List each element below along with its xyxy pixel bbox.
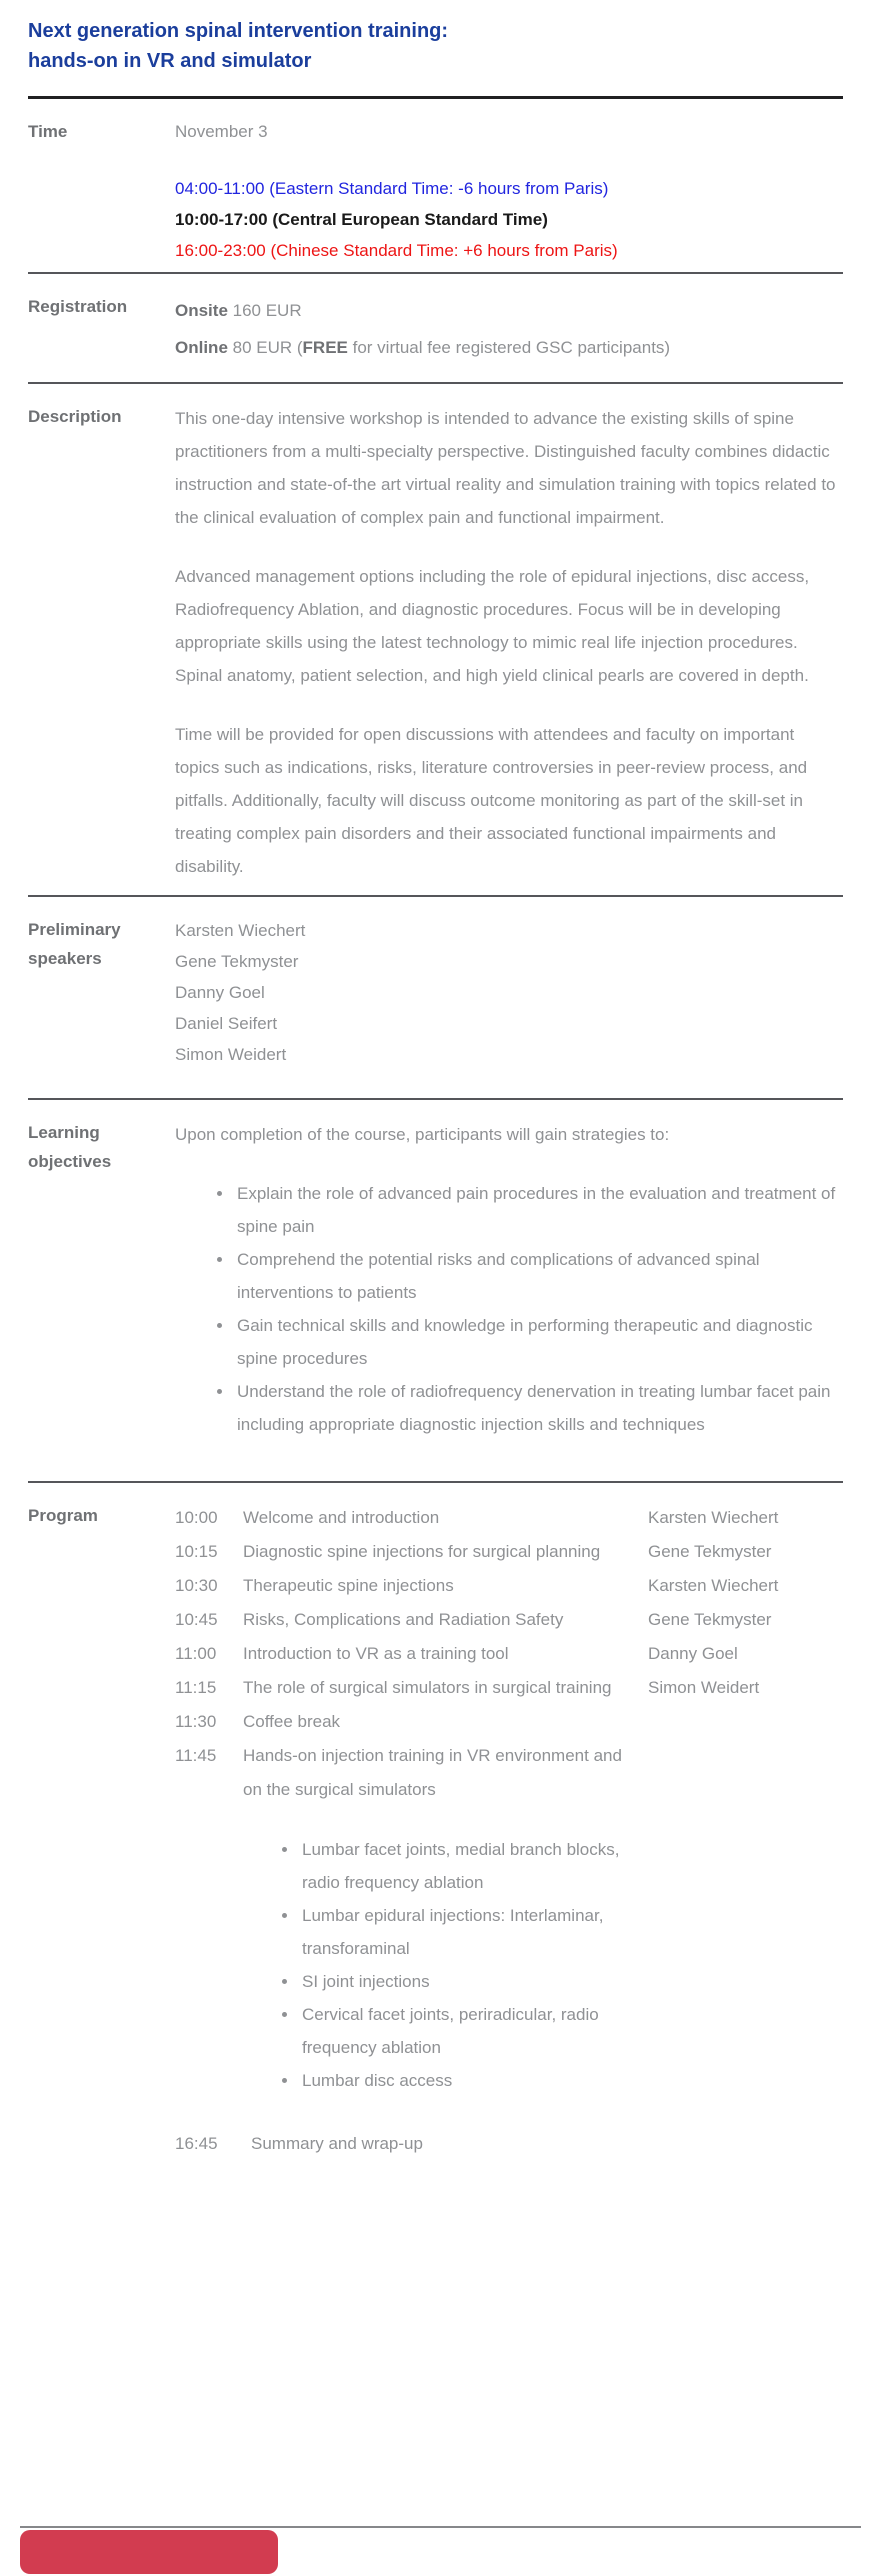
page-header xyxy=(28,0,843,99)
description-content xyxy=(175,384,843,883)
speaker-name: Simon Weidert xyxy=(175,1045,287,1064)
event-date: November 3 xyxy=(175,122,268,141)
objectives-intro: Upon completion of the course, participants will gain strategies to: xyxy=(175,1125,670,1144)
program-speaker xyxy=(648,1705,843,1739)
workshop-topic: Lumbar disc access xyxy=(282,2064,632,2097)
speaker-name: Karsten Wiechert xyxy=(175,921,306,940)
program-speaker: Danny Goel xyxy=(648,1644,738,1663)
description-label: Description xyxy=(28,407,122,426)
objective-item: Explain the role of advanced pain procedures in the evaluation and treatment of spine pain xyxy=(237,1177,843,1243)
program-content xyxy=(175,1483,843,2161)
workshop-topics xyxy=(243,1807,648,2097)
workshop-topic: Lumbar facet joints, medial branch blocks, radio frequency ablation xyxy=(282,1833,632,1899)
description-paragraph: Advanced management options including the role of epidural injections, disc access, Radiofrequency Ablation, and diagnostic procedures. Focus will be in developing appropriate skills using the latest technology to mimic real life injection procedures. Spinal anatomy, patient selection, and high yield clinical pearls are covered in depth. xyxy=(175,567,810,685)
online-price-pre: 80 EUR ( xyxy=(227,338,303,357)
program-time: 11:15 xyxy=(175,1678,217,1697)
program-speaker: Karsten Wiechert xyxy=(648,1508,779,1527)
program-time: 16:45 xyxy=(175,2134,218,2153)
section-time xyxy=(28,99,843,272)
program-speaker: Gene Tekmyster xyxy=(648,1610,772,1629)
program-session: The role of surgical simulators in surgical training xyxy=(243,1678,612,1697)
registration-label: Registration xyxy=(28,297,128,316)
program-session: Coffee break xyxy=(243,1712,341,1731)
section-description xyxy=(28,382,843,895)
workshop-topic-list xyxy=(282,1833,632,2097)
workshop-topic: Cervical facet joints, periradicular, radio frequency ablation xyxy=(282,1998,632,2064)
program-session: Welcome and introduction xyxy=(243,1508,440,1527)
program-session: Therapeutic spine injections xyxy=(243,1576,454,1595)
program-speaker: Simon Weidert xyxy=(648,1678,760,1697)
description-paragraph: Time will be provided for open discussions with attendees and faculty on important topics such as indications, risks, literature controversies in peer-review process, and pitfalls. Additionally, faculty will discuss outcome monitoring as part of the skill-set in treating complex pain disorders and their associated functional impairments and disability. xyxy=(175,725,808,876)
program-session: Risks, Complications and Radiation Safety xyxy=(243,1610,564,1629)
page-title-line1: Next generation spinal intervention training: xyxy=(28,20,449,42)
onsite-price: 160 EUR xyxy=(227,301,302,320)
program-session: Introduction to VR as a training tool xyxy=(243,1644,509,1663)
objective-item: Understand the role of radiofrequency denervation in treating lumbar facet pain including appropriate diagnostic injection skills and techniques xyxy=(237,1375,843,1441)
description-paragraph: This one-day intensive workshop is intended to advance the existing skills of spine practitioners from a multi-specialty perspective. Distinguished faculty combines didactic instruction and state-of-the art virtual reality and simulation training with topics related to the clinical evaluation of complex pain and functional impairment. xyxy=(175,409,836,527)
program-time: 10:00 xyxy=(175,1508,218,1527)
speakers-label: Preliminary speakers xyxy=(28,920,121,968)
page-title-line2: hands-on in VR and simulator xyxy=(28,50,312,72)
program-schedule xyxy=(175,1501,843,2161)
online-label: Online xyxy=(175,338,228,357)
online-price-post: for virtual fee registered GSC participants) xyxy=(347,338,671,357)
speakers-content xyxy=(175,897,843,1070)
speaker-name: Daniel Seifert xyxy=(175,1014,278,1033)
program-time: 10:15 xyxy=(175,1542,218,1561)
bottom-action-button[interactable] xyxy=(20,2530,278,2574)
section-program xyxy=(28,1481,843,2186)
speaker-name: Danny Goel xyxy=(175,983,265,1002)
program-speaker xyxy=(648,1739,843,1807)
section-registration xyxy=(28,272,843,382)
objectives-content xyxy=(175,1100,843,1441)
program-speaker: Karsten Wiechert xyxy=(648,1576,779,1595)
free-label: FREE xyxy=(302,338,348,357)
registration-online xyxy=(175,329,843,366)
timezone-chinese: 16:00-23:00 (Chinese Standard Time: +6 hours from Paris) xyxy=(175,241,618,260)
program-time: 11:00 xyxy=(175,1644,217,1663)
objectives-list xyxy=(175,1177,843,1441)
footer-divider xyxy=(20,2526,861,2528)
registration-onsite xyxy=(175,292,843,329)
objective-item: Gain technical skills and knowledge in performing therapeutic and diagnostic spine procedures xyxy=(237,1309,843,1375)
section-preliminary-speakers xyxy=(28,895,843,1098)
onsite-label: Onsite xyxy=(175,301,228,320)
program-time: 11:30 xyxy=(175,1712,217,1731)
program-session: Diagnostic spine injections for surgical planning xyxy=(243,1542,601,1561)
timezone-central-european: 10:00-17:00 (Central European Standard Time) xyxy=(175,210,548,229)
registration-content xyxy=(175,274,843,382)
program-time: 10:30 xyxy=(175,1576,218,1595)
program-speaker: Gene Tekmyster xyxy=(648,1542,772,1561)
program-session: Summary and wrap-up xyxy=(251,2134,423,2153)
program-session: Hands-on injection training in VR environment and on the surgical simulators xyxy=(243,1746,622,1799)
section-learning-objectives xyxy=(28,1098,843,1481)
program-time: 10:45 xyxy=(175,1610,218,1629)
page-title xyxy=(28,16,843,76)
program-speaker xyxy=(648,2097,843,2161)
time-label: Time xyxy=(28,122,68,141)
objective-item: Comprehend the potential risks and complications of advanced spinal interventions to patients xyxy=(237,1243,843,1309)
workshop-topic: SI joint injections xyxy=(282,1965,632,1998)
time-content xyxy=(175,99,843,270)
timezone-eastern: 04:00-11:00 (Eastern Standard Time: -6 hours from Paris) xyxy=(175,179,609,198)
workshop-topic: Lumbar epidural injections: Interlaminar, transforaminal xyxy=(282,1899,632,1965)
speaker-name: Gene Tekmyster xyxy=(175,952,299,971)
program-label: Program xyxy=(28,1506,98,1525)
program-time: 11:45 xyxy=(175,1746,217,1765)
objectives-label: Learning objectives xyxy=(28,1123,112,1171)
